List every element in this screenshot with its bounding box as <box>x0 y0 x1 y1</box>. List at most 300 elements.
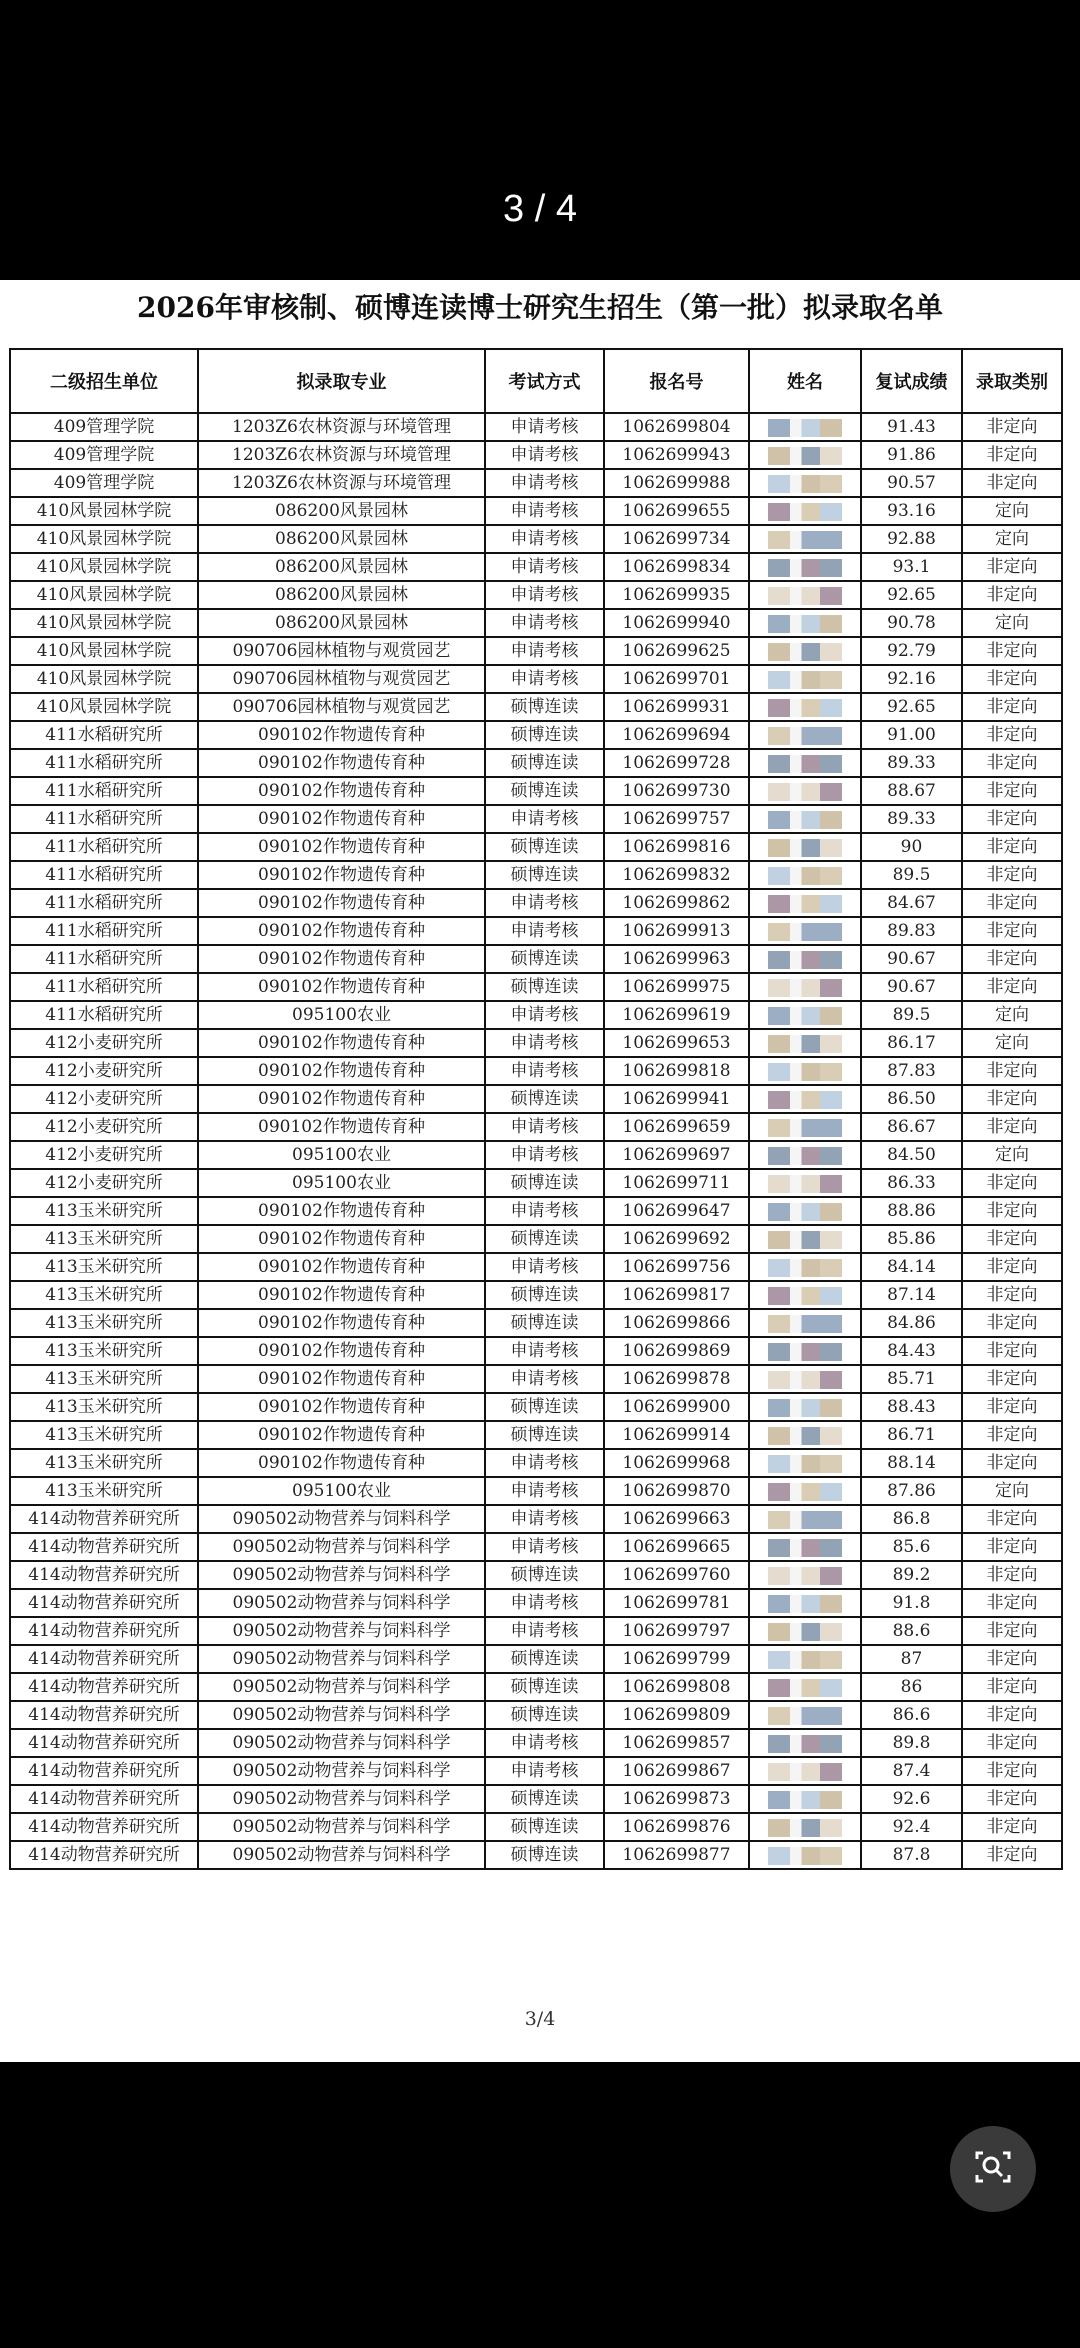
cell-unit: 412小麦研究所 <box>10 1029 198 1057</box>
cell-category: 非定向 <box>962 1589 1062 1617</box>
cell-exam-type: 硕博连读 <box>485 1813 604 1841</box>
header-unit: 二级招生单位 <box>10 349 198 413</box>
cell-score: 92.4 <box>861 1813 962 1841</box>
cell-score: 91.43 <box>861 413 962 441</box>
redacted-name-mosaic <box>768 1539 842 1557</box>
cell-score: 89.33 <box>861 749 962 777</box>
table-row <box>10 917 1062 945</box>
cell-score: 86.8 <box>861 1505 962 1533</box>
cell-exam-type: 申请考核 <box>485 1449 604 1477</box>
redacted-name-mosaic <box>768 1847 842 1865</box>
cell-category: 非定向 <box>962 1813 1062 1841</box>
cell-unit: 413玉米研究所 <box>10 1281 198 1309</box>
redacted-name-mosaic <box>768 1679 842 1697</box>
cell-category: 非定向 <box>962 1673 1062 1701</box>
cell-unit: 411水稻研究所 <box>10 777 198 805</box>
cell-name <box>749 609 861 637</box>
redacted-name-mosaic <box>768 1119 842 1137</box>
header-score: 复试成绩 <box>861 349 962 413</box>
cell-name <box>749 1449 861 1477</box>
cell-unit: 410风景园林学院 <box>10 693 198 721</box>
table-row <box>10 1477 1062 1505</box>
cell-score: 90.67 <box>861 945 962 973</box>
cell-exam-type: 申请考核 <box>485 805 604 833</box>
cell-category: 非定向 <box>962 1449 1062 1477</box>
cell-score: 85.86 <box>861 1225 962 1253</box>
redacted-name-mosaic <box>768 923 842 941</box>
cell-category: 非定向 <box>962 1085 1062 1113</box>
cell-major: 086200风景园林 <box>198 525 485 553</box>
cell-exam-type: 申请考核 <box>485 1617 604 1645</box>
cell-major: 090102作物遗传育种 <box>198 917 485 945</box>
cell-major: 090102作物遗传育种 <box>198 1029 485 1057</box>
table-row <box>10 637 1062 665</box>
cell-score: 89.5 <box>861 1001 962 1029</box>
cell-reg-no: 1062699625 <box>604 637 749 665</box>
cell-major: 090102作物遗传育种 <box>198 1253 485 1281</box>
redacted-name-mosaic <box>768 419 842 437</box>
cell-score: 91.00 <box>861 721 962 749</box>
cell-major: 1203Z6农林资源与环境管理 <box>198 469 485 497</box>
cell-unit: 414动物营养研究所 <box>10 1505 198 1533</box>
redacted-name-mosaic <box>768 615 842 633</box>
cell-major: 090102作物遗传育种 <box>198 721 485 749</box>
table-row <box>10 861 1062 889</box>
redacted-name-mosaic <box>768 1707 842 1725</box>
cell-score: 90.67 <box>861 973 962 1001</box>
cell-category: 非定向 <box>962 441 1062 469</box>
cell-name <box>749 1309 861 1337</box>
cell-category: 非定向 <box>962 1197 1062 1225</box>
cell-major: 095100农业 <box>198 1477 485 1505</box>
redacted-name-mosaic <box>768 1399 842 1417</box>
cell-major: 090706园林植物与观赏园艺 <box>198 637 485 665</box>
redacted-name-mosaic <box>768 1063 842 1081</box>
cell-major: 090102作物遗传育种 <box>198 861 485 889</box>
cell-major: 086200风景园林 <box>198 609 485 637</box>
table-row <box>10 1421 1062 1449</box>
cell-name <box>749 1421 861 1449</box>
cell-unit: 413玉米研究所 <box>10 1253 198 1281</box>
cell-name <box>749 1477 861 1505</box>
cell-category: 非定向 <box>962 1365 1062 1393</box>
table-row <box>10 497 1062 525</box>
cell-name <box>749 1505 861 1533</box>
cell-exam-type: 硕博连读 <box>485 721 604 749</box>
cell-major: 090102作物遗传育种 <box>198 1365 485 1393</box>
cell-reg-no: 1062699799 <box>604 1645 749 1673</box>
cell-reg-no: 1062699941 <box>604 1085 749 1113</box>
cell-major: 090502动物营养与饲料科学 <box>198 1673 485 1701</box>
cell-score: 88.67 <box>861 777 962 805</box>
redacted-name-mosaic <box>768 1091 842 1109</box>
cell-exam-type: 申请考核 <box>485 1337 604 1365</box>
redacted-name-mosaic <box>768 1203 842 1221</box>
table-row <box>10 1673 1062 1701</box>
cell-major: 090102作物遗传育种 <box>198 833 485 861</box>
cell-score: 92.88 <box>861 525 962 553</box>
cell-major: 090102作物遗传育种 <box>198 1113 485 1141</box>
cell-unit: 413玉米研究所 <box>10 1197 198 1225</box>
cell-reg-no: 1062699663 <box>604 1505 749 1533</box>
cell-name <box>749 1365 861 1393</box>
cell-unit: 411水稻研究所 <box>10 1001 198 1029</box>
table-row <box>10 721 1062 749</box>
cell-category: 非定向 <box>962 469 1062 497</box>
cell-category: 定向 <box>962 497 1062 525</box>
cell-major: 090502动物营养与饲料科学 <box>198 1729 485 1757</box>
cell-category: 非定向 <box>962 1785 1062 1813</box>
cell-unit: 410风景园林学院 <box>10 637 198 665</box>
redacted-name-mosaic <box>768 867 842 885</box>
table-row <box>10 1617 1062 1645</box>
cell-score: 84.67 <box>861 889 962 917</box>
cell-major: 095100农业 <box>198 1001 485 1029</box>
cell-unit: 412小麦研究所 <box>10 1113 198 1141</box>
cell-score: 92.65 <box>861 693 962 721</box>
table-row <box>10 525 1062 553</box>
cell-reg-no: 1062699862 <box>604 889 749 917</box>
cell-score: 92.6 <box>861 1785 962 1813</box>
cell-reg-no: 1062699943 <box>604 441 749 469</box>
cell-major: 090502动物营养与饲料科学 <box>198 1617 485 1645</box>
cell-score: 89.5 <box>861 861 962 889</box>
cell-reg-no: 1062699975 <box>604 973 749 1001</box>
cell-score: 91.8 <box>861 1589 962 1617</box>
cell-exam-type: 申请考核 <box>485 1253 604 1281</box>
cell-major: 090502动物营养与饲料科学 <box>198 1533 485 1561</box>
cell-unit: 411水稻研究所 <box>10 805 198 833</box>
redacted-name-mosaic <box>768 839 842 857</box>
redacted-name-mosaic <box>768 1791 842 1809</box>
cell-score: 88.43 <box>861 1393 962 1421</box>
cell-reg-no: 1062699931 <box>604 693 749 721</box>
cell-name <box>749 665 861 693</box>
cell-score: 86.67 <box>861 1113 962 1141</box>
redacted-name-mosaic <box>768 1035 842 1053</box>
cell-exam-type: 硕博连读 <box>485 1673 604 1701</box>
table-row <box>10 1645 1062 1673</box>
table-row <box>10 1309 1062 1337</box>
cell-unit: 410风景园林学院 <box>10 525 198 553</box>
cell-score: 87.14 <box>861 1281 962 1309</box>
cell-exam-type: 硕博连读 <box>485 1393 604 1421</box>
cell-category: 非定向 <box>962 917 1062 945</box>
cell-major: 090502动物营养与饲料科学 <box>198 1813 485 1841</box>
cell-name <box>749 1841 861 1869</box>
cell-exam-type: 硕博连读 <box>485 833 604 861</box>
table-row <box>10 581 1062 609</box>
cell-score: 84.43 <box>861 1337 962 1365</box>
cell-category: 非定向 <box>962 553 1062 581</box>
table-row <box>10 889 1062 917</box>
cell-exam-type: 申请考核 <box>485 553 604 581</box>
cell-major: 090102作物遗传育种 <box>198 1225 485 1253</box>
redacted-name-mosaic <box>768 1651 842 1669</box>
document-page-number: 3/4 <box>524 2008 556 2030</box>
table-row <box>10 1337 1062 1365</box>
cell-category: 非定向 <box>962 973 1062 1001</box>
cell-reg-no: 1062699808 <box>604 1673 749 1701</box>
cell-category: 非定向 <box>962 1057 1062 1085</box>
cell-name <box>749 889 861 917</box>
cell-exam-type: 申请考核 <box>485 581 604 609</box>
cell-category: 非定向 <box>962 889 1062 917</box>
cell-exam-type: 申请考核 <box>485 1057 604 1085</box>
cell-name <box>749 1617 861 1645</box>
table-row <box>10 1757 1062 1785</box>
cell-name <box>749 1253 861 1281</box>
cell-score: 87.86 <box>861 1477 962 1505</box>
image-search-button[interactable] <box>950 2126 1036 2212</box>
table-row <box>10 973 1062 1001</box>
cell-score: 92.79 <box>861 637 962 665</box>
cell-major: 1203Z6农林资源与环境管理 <box>198 441 485 469</box>
cell-exam-type: 硕博连读 <box>485 1085 604 1113</box>
cell-reg-no: 1062699873 <box>604 1785 749 1813</box>
cell-reg-no: 1062699968 <box>604 1449 749 1477</box>
cell-reg-no: 1062699940 <box>604 609 749 637</box>
cell-name <box>749 805 861 833</box>
redacted-name-mosaic <box>768 1567 842 1585</box>
cell-score: 89.2 <box>861 1561 962 1589</box>
cell-reg-no: 1062699866 <box>604 1309 749 1337</box>
cell-category: 定向 <box>962 1141 1062 1169</box>
cell-name <box>749 469 861 497</box>
cell-exam-type: 硕博连读 <box>485 1841 604 1869</box>
cell-reg-no: 1062699914 <box>604 1421 749 1449</box>
cell-exam-type: 申请考核 <box>485 1113 604 1141</box>
cell-name <box>749 1533 861 1561</box>
cell-reg-no: 1062699701 <box>604 665 749 693</box>
cell-unit: 411水稻研究所 <box>10 917 198 945</box>
cell-major: 090102作物遗传育种 <box>198 1449 485 1477</box>
cell-unit: 414动物营养研究所 <box>10 1729 198 1757</box>
cell-reg-no: 1062699804 <box>604 413 749 441</box>
cell-major: 095100农业 <box>198 1169 485 1197</box>
cell-reg-no: 1062699781 <box>604 1589 749 1617</box>
cell-score: 87.4 <box>861 1757 962 1785</box>
cell-name <box>749 1757 861 1785</box>
cell-unit: 411水稻研究所 <box>10 889 198 917</box>
table-row <box>10 553 1062 581</box>
table-row <box>10 1701 1062 1729</box>
cell-unit: 413玉米研究所 <box>10 1337 198 1365</box>
cell-reg-no: 1062699756 <box>604 1253 749 1281</box>
cell-exam-type: 申请考核 <box>485 1533 604 1561</box>
cell-reg-no: 1062699760 <box>604 1561 749 1589</box>
cell-name <box>749 637 861 665</box>
cell-exam-type: 硕博连读 <box>485 1645 604 1673</box>
redacted-name-mosaic <box>768 1595 842 1613</box>
cell-category: 非定向 <box>962 693 1062 721</box>
cell-reg-no: 1062699988 <box>604 469 749 497</box>
cell-name <box>749 1337 861 1365</box>
table-row <box>10 1841 1062 1869</box>
header-name: 姓名 <box>749 349 861 413</box>
redacted-name-mosaic <box>768 699 842 717</box>
cell-major: 090102作物遗传育种 <box>198 973 485 1001</box>
redacted-name-mosaic <box>768 811 842 829</box>
cell-unit: 413玉米研究所 <box>10 1449 198 1477</box>
cell-reg-no: 1062699870 <box>604 1477 749 1505</box>
cell-exam-type: 申请考核 <box>485 525 604 553</box>
cell-unit: 413玉米研究所 <box>10 1225 198 1253</box>
table-row <box>10 1057 1062 1085</box>
cell-category: 非定向 <box>962 1729 1062 1757</box>
cell-name <box>749 861 861 889</box>
redacted-name-mosaic <box>768 1427 842 1445</box>
header-reg-no: 报名号 <box>604 349 749 413</box>
cell-reg-no: 1062699697 <box>604 1141 749 1169</box>
redacted-name-mosaic <box>768 1175 842 1193</box>
cell-major: 090502动物营养与饲料科学 <box>198 1841 485 1869</box>
table-row <box>10 1253 1062 1281</box>
cell-name <box>749 1141 861 1169</box>
cell-unit: 409管理学院 <box>10 441 198 469</box>
cell-reg-no: 1062699734 <box>604 525 749 553</box>
cell-exam-type: 申请考核 <box>485 1141 604 1169</box>
cell-major: 090102作物遗传育种 <box>198 1197 485 1225</box>
redacted-name-mosaic <box>768 1455 842 1473</box>
cell-reg-no: 1062699877 <box>604 1841 749 1869</box>
document-title: 2026年审核制、硕博连读博士研究生招生（第一批）拟录取名单 <box>137 291 943 324</box>
table-row <box>10 1813 1062 1841</box>
cell-exam-type: 申请考核 <box>485 441 604 469</box>
cell-exam-type: 申请考核 <box>485 413 604 441</box>
cell-exam-type: 申请考核 <box>485 497 604 525</box>
cell-category: 非定向 <box>962 1617 1062 1645</box>
redacted-name-mosaic <box>768 1735 842 1753</box>
table-row <box>10 1197 1062 1225</box>
cell-score: 88.14 <box>861 1449 962 1477</box>
cell-name <box>749 1113 861 1141</box>
table-row <box>10 1225 1062 1253</box>
cell-reg-no: 1062699665 <box>604 1533 749 1561</box>
cell-name <box>749 1701 861 1729</box>
cell-major: 090502动物营养与饲料科学 <box>198 1505 485 1533</box>
cell-category: 定向 <box>962 609 1062 637</box>
cell-major: 090102作物遗传育种 <box>198 777 485 805</box>
cell-unit: 414动物营养研究所 <box>10 1813 198 1841</box>
cell-category: 非定向 <box>962 637 1062 665</box>
cell-unit: 413玉米研究所 <box>10 1365 198 1393</box>
redacted-name-mosaic <box>768 1315 842 1333</box>
cell-category: 非定向 <box>962 777 1062 805</box>
cell-name <box>749 1001 861 1029</box>
redacted-name-mosaic <box>768 1483 842 1501</box>
cell-unit: 409管理学院 <box>10 413 198 441</box>
cell-score: 93.1 <box>861 553 962 581</box>
table-row <box>10 1533 1062 1561</box>
cell-category: 非定向 <box>962 1169 1062 1197</box>
cell-unit: 413玉米研究所 <box>10 1309 198 1337</box>
redacted-name-mosaic <box>768 475 842 493</box>
cell-name <box>749 413 861 441</box>
cell-unit: 414动物营养研究所 <box>10 1785 198 1813</box>
cell-exam-type: 硕博连读 <box>485 861 604 889</box>
viewer-bottom-bar <box>0 2062 1080 2348</box>
cell-major: 090102作物遗传育种 <box>198 805 485 833</box>
table-row <box>10 441 1062 469</box>
cell-reg-no: 1062699659 <box>604 1113 749 1141</box>
cell-category: 非定向 <box>962 1421 1062 1449</box>
cell-name <box>749 1673 861 1701</box>
cell-score: 85.71 <box>861 1365 962 1393</box>
cell-reg-no: 1062699816 <box>604 833 749 861</box>
cell-major: 090102作物遗传育种 <box>198 1421 485 1449</box>
cell-category: 非定向 <box>962 1645 1062 1673</box>
redacted-name-mosaic <box>768 1511 842 1529</box>
table-row <box>10 833 1062 861</box>
cell-exam-type: 硕博连读 <box>485 945 604 973</box>
cell-reg-no: 1062699834 <box>604 553 749 581</box>
cell-category: 非定向 <box>962 833 1062 861</box>
cell-exam-type: 申请考核 <box>485 889 604 917</box>
cell-exam-type: 申请考核 <box>485 1505 604 1533</box>
cell-major: 090502动物营养与饲料科学 <box>198 1561 485 1589</box>
cell-score: 86.33 <box>861 1169 962 1197</box>
cell-exam-type: 硕博连读 <box>485 973 604 1001</box>
cell-unit: 414动物营养研究所 <box>10 1617 198 1645</box>
cell-unit: 412小麦研究所 <box>10 1169 198 1197</box>
cell-score: 86.50 <box>861 1085 962 1113</box>
cell-category: 非定向 <box>962 1533 1062 1561</box>
cell-category: 定向 <box>962 1477 1062 1505</box>
cell-exam-type: 申请考核 <box>485 609 604 637</box>
redacted-name-mosaic <box>768 1343 842 1361</box>
redacted-name-mosaic <box>768 1763 842 1781</box>
cell-unit: 411水稻研究所 <box>10 749 198 777</box>
cell-reg-no: 1062699935 <box>604 581 749 609</box>
cell-unit: 410风景园林学院 <box>10 665 198 693</box>
cell-name <box>749 1281 861 1309</box>
document-page[interactable] <box>0 280 1080 2062</box>
cell-name <box>749 1085 861 1113</box>
image-search-icon <box>973 2147 1013 2191</box>
cell-major: 090502动物营养与饲料科学 <box>198 1757 485 1785</box>
cell-reg-no: 1062699797 <box>604 1617 749 1645</box>
redacted-name-mosaic <box>768 1819 842 1837</box>
cell-exam-type: 硕博连读 <box>485 1561 604 1589</box>
cell-reg-no: 1062699818 <box>604 1057 749 1085</box>
cell-major: 090502动物营养与饲料科学 <box>198 1589 485 1617</box>
cell-name <box>749 777 861 805</box>
redacted-name-mosaic <box>768 1007 842 1025</box>
cell-reg-no: 1062699878 <box>604 1365 749 1393</box>
cell-exam-type: 申请考核 <box>485 1729 604 1757</box>
cell-reg-no: 1062699913 <box>604 917 749 945</box>
cell-score: 92.16 <box>861 665 962 693</box>
cell-name <box>749 553 861 581</box>
cell-name <box>749 1197 861 1225</box>
cell-unit: 412小麦研究所 <box>10 1057 198 1085</box>
cell-name <box>749 1561 861 1589</box>
cell-name <box>749 721 861 749</box>
cell-reg-no: 1062699817 <box>604 1281 749 1309</box>
cell-exam-type: 申请考核 <box>485 1001 604 1029</box>
table-header-row <box>10 349 1062 413</box>
cell-score: 87 <box>861 1645 962 1673</box>
table-row <box>10 469 1062 497</box>
redacted-name-mosaic <box>768 447 842 465</box>
redacted-name-mosaic <box>768 1287 842 1305</box>
redacted-name-mosaic <box>768 643 842 661</box>
cell-unit: 414动物营养研究所 <box>10 1589 198 1617</box>
cell-score: 86 <box>861 1673 962 1701</box>
table-row <box>10 1785 1062 1813</box>
table-row <box>10 1029 1062 1057</box>
